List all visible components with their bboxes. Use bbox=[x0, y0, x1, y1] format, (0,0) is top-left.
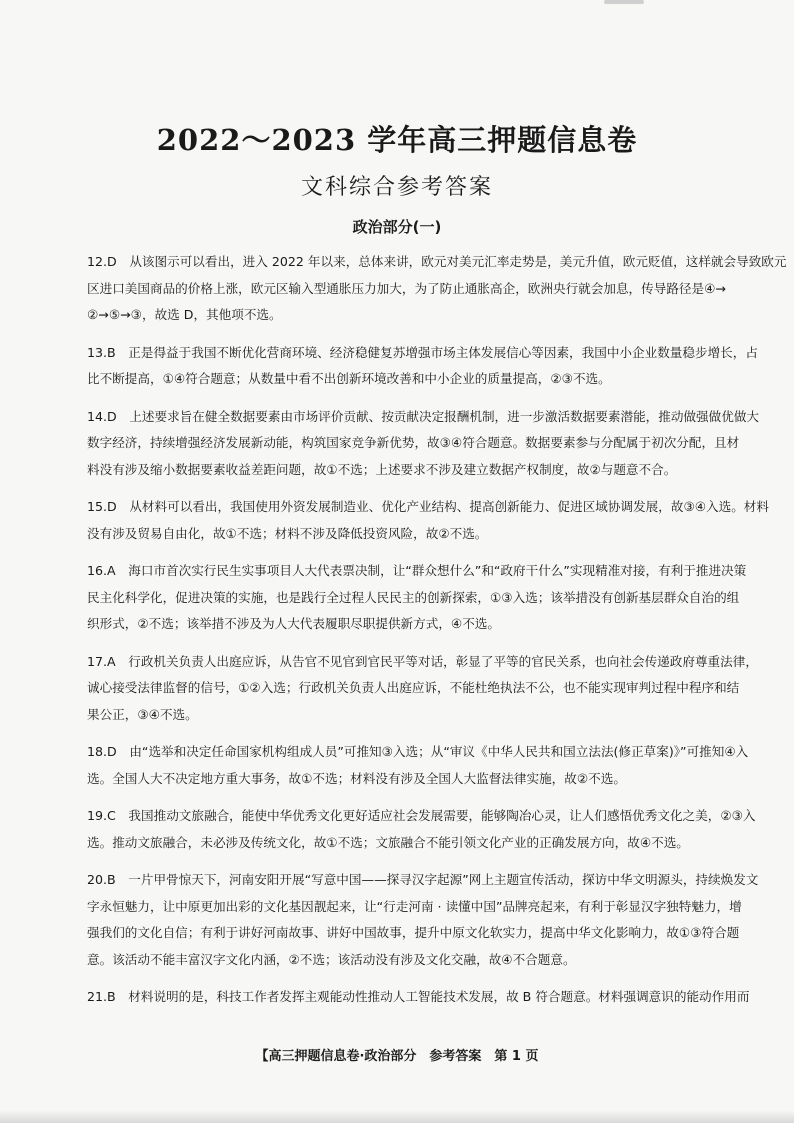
answer-line: 没有涉及贸易自由化，故①不选；材料不涉及降低投资风险，故②不选。 bbox=[87, 525, 488, 541]
answer-line: 民主化科学化，促进决策的实施，也是践行全过程人民民主的创新探索，①③入选；该举措没有创新基层群众自治的组 bbox=[87, 589, 740, 605]
document-title: 2022～2023 学年高三押题信息卷 bbox=[156, 123, 638, 157]
answer-line: 果公正，③④不选。 bbox=[87, 706, 198, 722]
answer-item bbox=[87, 558, 747, 638]
answer-list bbox=[87, 249, 787, 1022]
answer-line: 料没有涉及缩小数据要素收益差距问题，故①不选；上述要求不涉及建立数据产权制度，故②与题意不合。 bbox=[87, 461, 677, 477]
answer-line: 区进口美国商品的价格上涨，欧元区输入型通胀压力加大，为了防止通胀高企，欧洲央行就会加息，传导路径是④→ bbox=[87, 280, 726, 296]
answer-line: 14.D 上述要求旨在健全数据要素由市场评价贡献、按贡献决定报酬机制，进一步激活数据要素潜能，推动做强做优做大 bbox=[87, 408, 760, 424]
answer-line: 21.B 材料说明的是，科技工作者发挥主观能动性推动人工智能技术发展，故 B 符合题意。材料强调意识的能动作用而 bbox=[87, 989, 750, 1004]
answer-line: ②→⑤→③，故选 D，其他项不选。 bbox=[87, 307, 282, 322]
answer-line: 19.C 我国推动文旅融合，能使中华优秀文化更好适应社会发展需要，能够陶冶心灵，让人们感悟优秀文化之美，②③入 bbox=[87, 808, 756, 823]
answer-item bbox=[87, 249, 787, 329]
answer-item bbox=[87, 984, 750, 1011]
answer-line: 诚心接受法律监督的信号，①②入选；行政机关负责人出庭应诉，不能杜绝执法不公，也不能实现审判过程中程序和结 bbox=[87, 680, 740, 695]
answer-line: 数字经济，持续增强经济发展新动能，构筑国家竞争新优势，故③④符合题意。数据要素参与分配属于初次分配，且材 bbox=[87, 435, 740, 450]
answer-line: 15.D 从材料可以看出，我国使用外资发展制造业、优化产业结构、提高创新能力、促进区域协调发展，故③④入选。材料 bbox=[87, 499, 769, 514]
answer-line: 意。该活动不能丰富汉字文化内涵，②不选；该活动没有涉及文化交融，故④不合题意。 bbox=[87, 951, 576, 967]
answer-line: 织形式，②不选；该举措不涉及为人大代表履职尽职提供新方式，④不选。 bbox=[87, 616, 500, 631]
scan-mark bbox=[604, 0, 644, 4]
answer-item bbox=[87, 404, 760, 484]
answer-item bbox=[87, 649, 758, 729]
answer-item bbox=[87, 739, 749, 792]
answer-line: 13.B 正是得益于我国不断优化营商环境、经济稳健复苏增强市场主体发展信心等因素，我国中小企业数量稳步增长，占 bbox=[87, 344, 758, 360]
answer-line: 选。全国人大不决定地方重大事务，故①不选；材料没有涉及全国人大监督法律实施，故②不选。 bbox=[87, 770, 626, 786]
answer-item bbox=[87, 340, 758, 393]
answer-line: 20.B 一片甲骨惊天下，河南安阳开展“写意中国——探寻汉字起源”网上主题宣传活动，探访中华文明源头，持续焕发文 bbox=[87, 872, 759, 887]
answer-line: 选。推动文旅融合，未必涉及传统文化，故①不选；文旅融合不能引领文化产业的正确发展方向，故④不选。 bbox=[87, 834, 689, 850]
answer-line: 17.A 行政机关负责人出庭应诉，从告官不见官到官民平等对话，彰显了平等的官民关系，也向社会传递政府尊重法律， bbox=[87, 653, 758, 669]
answer-line: 字永恒魅力，让中原更加出彩的文化基因靓起来，让“行走河南 · 读懂中国”品牌亮起来，有利于彰显汉字独特魅力，增 bbox=[87, 898, 742, 914]
document-subtitle: 文科综合参考答案 bbox=[300, 175, 493, 200]
answer-item bbox=[87, 867, 759, 973]
answer-line: 强我们的文化自信；有利于讲好河南故事、讲好中国故事，提升中原文化软实力，提高中华文化影响力，故①③符合题 bbox=[87, 925, 740, 940]
answer-line: 16.A 海口市首次实行民生实事项目人大代表票决制，让“群众想什么”和“政府干什么”实现精准对接，有利于推进决策 bbox=[87, 563, 747, 578]
scan-edge bbox=[0, 1110, 794, 1123]
section-heading: 政治部分(一) bbox=[352, 218, 442, 236]
answer-item bbox=[87, 494, 769, 547]
answer-line: 12.D 从该图示可以看出，进入 2022 年以来，总体来讲，欧元对美元汇率走势是，美元升值，欧元贬值，这样就会导致欧元 bbox=[87, 254, 787, 269]
answer-line: 比不断提高，①④符合题意；从数量中看不出创新环境改善和中小企业的质量提高，②③不选。 bbox=[87, 371, 611, 386]
answer-line: 18.D 由“选举和决定任命国家机构组成人员”可推知③入选；从“审议《中华人民共和国立法法(修正草案)》”可推知④入 bbox=[87, 744, 749, 759]
page-footer: 【高三押题信息卷·政治部分 参考答案 第 1 页 bbox=[255, 1049, 539, 1064]
answer-item bbox=[87, 803, 756, 856]
